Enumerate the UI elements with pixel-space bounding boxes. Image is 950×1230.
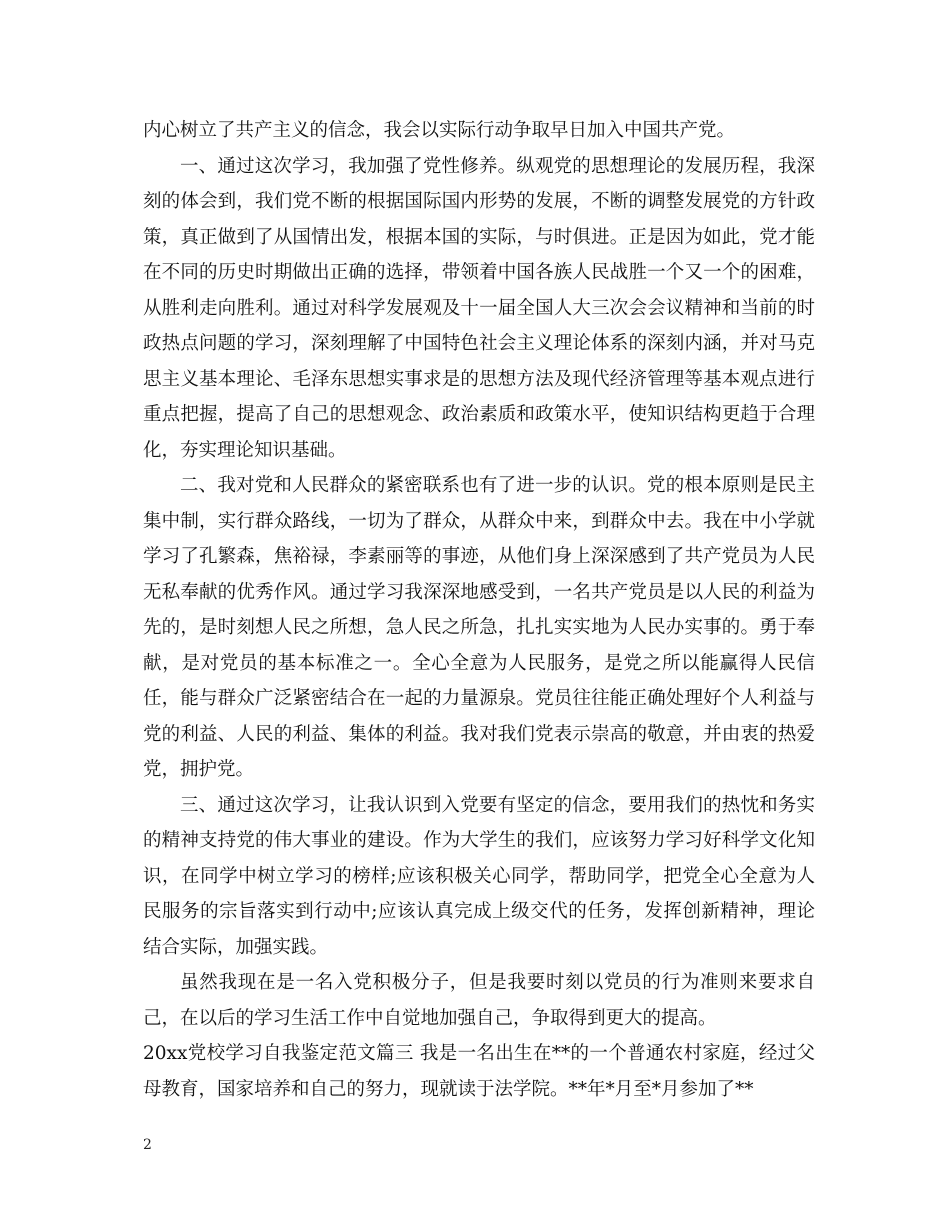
section-heading: 20xx党校学习自我鉴定范文篇三 <box>143 1043 414 1064</box>
document-body <box>143 113 815 1107</box>
page-number: 2 <box>143 1137 152 1153</box>
section-body-text: 我是一名出生在**的一个普通农村家庭，经过父母教育，国家培养和自己的努力，现就读于法学院。**年*月至*月参加了** <box>143 1043 815 1100</box>
paragraph-point-three: 三、通过这次学习，让我认识到入党要有坚定的信念，要用我们的热忱和务实的精神支持党的伟大事业的建设。作为大学生的我们，应该努力学习好科学文化知识，在同学中树立学习的榜样;应该积极关心同学，帮助同学，把党全心全意为人民服务的宗旨落实到行动中;应该认真完成上级交代的任务，发挥创新精神，理论结合实际，加强实践。 <box>143 794 815 958</box>
paragraph-point-one: 一、通过这次学习，我加强了党性修养。纵观党的思想理论的发展历程，我深刻的体会到，我们党不断的根据国际国内形势的发展，不断的调整发展党的方针政策，真正做到了从国情出发，根据本国的实际，与时俱进。正是因为如此，党才能在不同的历史时期做出正确的选择，带领着中国各族人民战胜一个又一个的困难，从胜利走向胜利。通过对科学发展观及十一届全国人大三次会会议精神和当前的时政热点问题的学习，深刻理解了中国特色社会主义理论体系的深刻内涵，并对马克思主义基本理论、毛泽东思想实事求是的思想方法及现代经济管理等基本观点进行重点把握，提高了自己的思想观念、政治素质和政策水平，使知识结构更趋于合理化，夯实理论知识基础。 <box>143 155 815 461</box>
section-paragraph <box>143 1036 815 1107</box>
paragraph-continuation: 内心树立了共产主义的信念，我会以实际行动争取早日加入中国共产党。 <box>143 120 736 141</box>
paragraph-point-two: 二、我对党和人民群众的紧密联系也有了进一步的认识。党的根本原则是民主集中制，实行群众路线，一切为了群众，从群众中来，到群众中去。我在中小学就学习了孔繁森，焦裕禄，李素丽等的事迹，从他们身上深深感到了共产党员为人民无私奉献的优秀作风。通过学习我深深地感受到，一名共产党员是以人民的利益为先的，是时刻想人民之所想，急人民之所急，扎扎实实地为人民办实事的。勇于奉献，是对党员的基本标准之一。全心全意为人民服务，是党之所以能赢得人民信任，能与群众广泛紧密结合在一起的力量源泉。党员往往能正确处理好个人利益与党的利益、人民的利益、集体的利益。我对我们党表示崇高的敬意，并由衷的热爱党，拥护党。 <box>143 475 815 780</box>
paragraph-conclusion: 虽然我现在是一名入党积极分子，但是我要时刻以党员的行为准则来要求自己，在以后的学习生活工作中自觉地加强自己，争取得到更大的提高。 <box>143 972 815 1029</box>
